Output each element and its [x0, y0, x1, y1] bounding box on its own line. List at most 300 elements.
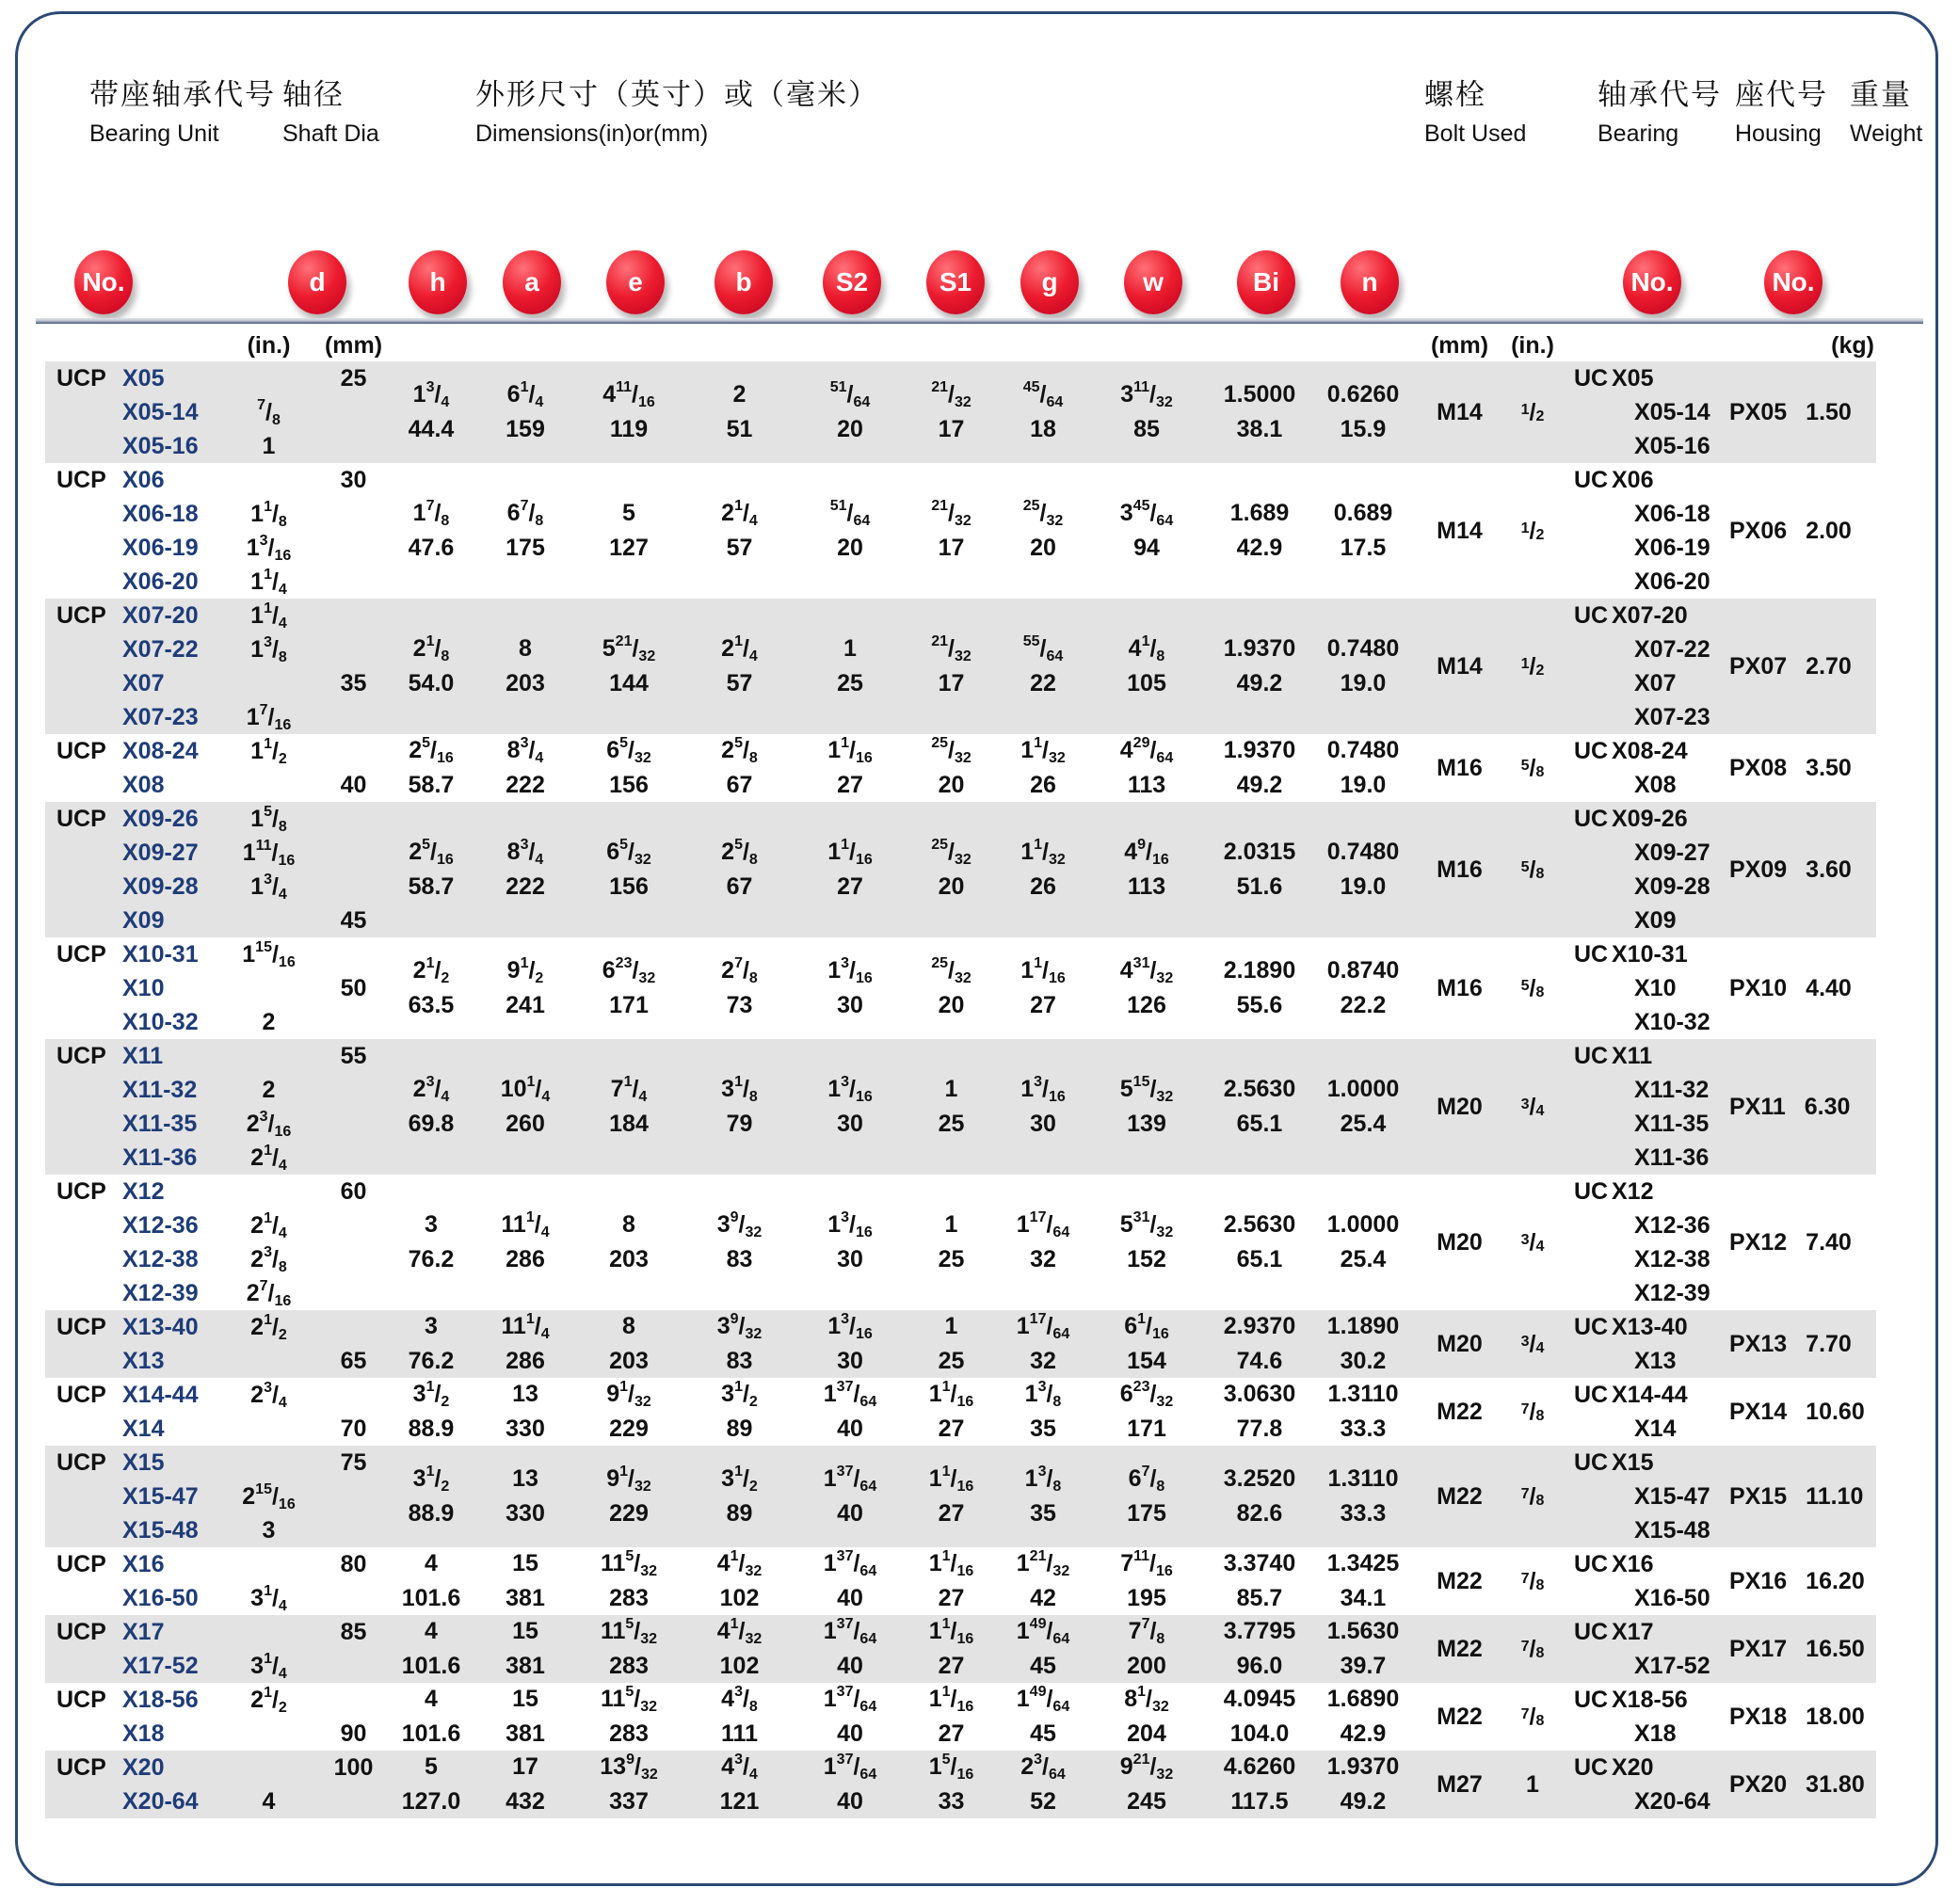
unit-code: X09-28 [122, 873, 199, 900]
dim-Bi [1208, 937, 1311, 1039]
dim-w-mm: 154 [1127, 1348, 1166, 1374]
dim-s1-mm: 33 [938, 1788, 965, 1815]
dim-s2-inch: $1^{37}/_{64}$ [823, 1751, 877, 1783]
shaft-dia-mm: 80 [340, 1551, 367, 1577]
unit-code: X06-18 [122, 501, 199, 527]
col-w [1085, 1039, 1208, 1175]
dim-g-inch: $1^{17}/_{64}$ [1016, 1310, 1070, 1342]
dim-e-inch: $11^5/_{32}$ [600, 1547, 658, 1579]
col-e [577, 937, 681, 1039]
col-bearing [1561, 1310, 1726, 1378]
dim-w-mm: 126 [1127, 992, 1166, 1018]
unit-code: X12-39 [122, 1280, 199, 1306]
bearing-code-row [1561, 1175, 1726, 1208]
shaft-dia-mm [318, 1784, 389, 1818]
dim-s2-mm: 30 [837, 992, 863, 1018]
dim-h-mm: 47.6 [408, 535, 455, 561]
dim-s1 [902, 1547, 1001, 1615]
dim-h [389, 1175, 474, 1310]
dim-e-inch: $6^5/_{32}$ [606, 734, 651, 766]
bolt-size-in: $^7$ / $_8$ [1520, 1398, 1545, 1425]
bearing-code-row [1561, 1073, 1726, 1107]
bearing-row-group [45, 1615, 1876, 1683]
dim-s2 [798, 1751, 902, 1818]
dim-h-mm: 58.7 [408, 873, 455, 900]
col-b [681, 1751, 798, 1818]
shaft-dia-mm: 50 [340, 975, 367, 1001]
housing-and-weight [1726, 802, 1876, 937]
dim-a [474, 1310, 577, 1378]
dim-s2 [798, 463, 902, 599]
unit-code: X10-31 [122, 941, 199, 968]
header-dimensions [475, 71, 879, 148]
dim-e [577, 734, 681, 802]
dim-n [1311, 1039, 1415, 1175]
dim-h-inch: 5 [425, 1753, 438, 1780]
shaft-dia-in: $2^1/_2$ [250, 1311, 287, 1343]
bearing-prefix: UC [1574, 1178, 1609, 1205]
unit-weight: 3.60 [1806, 856, 1852, 883]
dim-b [681, 734, 798, 802]
dim-Bi-mm: 55.6 [1236, 992, 1283, 1018]
shaft-dia-in: $2^{15}/_{16}$ [242, 1480, 296, 1512]
header-weight-en: Weight [1850, 120, 1923, 147]
unit-number-row [45, 1141, 219, 1175]
dim-e-inch: $11^5/_{32}$ [600, 1683, 658, 1715]
dim-b-inch: $2^7/_8$ [721, 954, 758, 986]
unit-number-row [45, 1547, 219, 1581]
col-g [1001, 1175, 1085, 1310]
dim-s2-inch: $1^{37}/_{64}$ [823, 1615, 877, 1647]
col-s1 [902, 1446, 1001, 1547]
unit-number-row [45, 734, 219, 768]
dim-s2-inch: $1^{37}/_{64}$ [823, 1378, 877, 1410]
col-e [577, 1751, 681, 1818]
col-s1 [902, 802, 1001, 937]
bearing-code: X13 [1634, 1348, 1677, 1374]
dim-h-inch: $2^3/_4$ [412, 1073, 450, 1105]
dim-n-inch: 1.0000 [1326, 1211, 1400, 1238]
col-g [1001, 734, 1085, 802]
bearing-code-row [1561, 700, 1726, 734]
shaft-dia-mm [318, 734, 389, 768]
dim-e-inch: $6^{23}/_{32}$ [602, 954, 656, 986]
unit-prefix: UCP [56, 1178, 106, 1205]
col-din [219, 1446, 318, 1547]
dim-Bi [1208, 361, 1311, 463]
col-s1 [902, 1547, 1001, 1615]
unit-prefix: UCP [56, 467, 106, 493]
unit-weight: 6.30 [1804, 1093, 1851, 1120]
unit-prefix: UCP [56, 941, 106, 968]
dim-a-inch: $6^1/_4$ [506, 378, 544, 410]
dim-g-inch: $1^{21}/_{32}$ [1016, 1547, 1070, 1579]
col-a [474, 1039, 577, 1175]
unit-number-row [45, 1039, 219, 1073]
shaft-dia-mm [318, 1073, 389, 1107]
unit-prefix: UCP [56, 365, 106, 392]
column-badge: h [409, 250, 467, 314]
shaft-dia-mm [318, 395, 389, 429]
shaft-dia-in: $2^3/_{16}$ [246, 1108, 292, 1140]
col-dmm [318, 1683, 389, 1751]
shaft-dia-mm: 30 [340, 467, 367, 493]
dim-w [1085, 1547, 1208, 1615]
unit-code: X15-48 [122, 1517, 199, 1544]
dim-a-mm: 241 [506, 992, 545, 1018]
shaft-dia-mm [318, 1683, 389, 1717]
dim-s2-inch: $1^3/_{16}$ [827, 954, 873, 986]
unit-weight: 1.50 [1806, 398, 1852, 425]
bearing-code: X07-22 [1634, 636, 1710, 663]
dim-g [1001, 734, 1085, 802]
col-s1 [902, 1683, 1001, 1751]
bearing-prefix: UC [1574, 467, 1609, 493]
bearing-row-group [45, 802, 1876, 937]
col-n [1311, 1378, 1415, 1446]
dim-h [389, 1683, 474, 1751]
dim-b-inch: $3^1/_2$ [721, 1463, 758, 1495]
dim-w [1085, 1378, 1208, 1446]
dim-b-mm: 57 [726, 670, 753, 696]
bearing-code: X14-44 [1612, 1382, 1688, 1408]
dim-w-mm: 85 [1133, 416, 1160, 442]
shaft-dia-mm [318, 937, 389, 971]
dim-e-inch: $5^{21}/_{32}$ [602, 632, 656, 664]
dim-Bi-inch: 4.6260 [1223, 1753, 1296, 1780]
unit-code: X07 [122, 670, 165, 696]
housing-and-weight [1726, 1310, 1876, 1378]
dim-g-mm: 45 [1030, 1653, 1056, 1679]
unit-code: X07-22 [122, 636, 199, 663]
shaft-dia-mm [318, 870, 389, 904]
dim-s2-mm: 40 [837, 1585, 863, 1611]
dim-s2-mm: 40 [837, 1500, 863, 1527]
dim-w-mm: 175 [1127, 1500, 1166, 1527]
dim-a-mm: 381 [506, 1653, 545, 1679]
bolt-size-mm: M22 [1437, 1398, 1483, 1425]
dim-a [474, 1378, 577, 1446]
dim-b-inch: $2^5/_8$ [721, 734, 758, 766]
col-s1 [902, 1378, 1001, 1446]
unit-code: X13-40 [122, 1314, 199, 1340]
unit-label-cell [577, 329, 681, 361]
shaft-dia-in: $2^3/_8$ [250, 1243, 287, 1275]
bolt-size-in: $^7$ / $_8$ [1520, 1635, 1545, 1662]
bearing-code-row [1561, 1581, 1726, 1615]
dim-s1 [902, 599, 1001, 734]
dim-e [577, 1378, 681, 1446]
dim-w [1085, 1615, 1208, 1683]
col-bearing [1561, 1751, 1726, 1818]
bolt-size-mm: M22 [1437, 1635, 1483, 1662]
unit-weight: 7.40 [1806, 1228, 1852, 1256]
shaft-dia-in: $1^3/_8$ [250, 633, 287, 665]
bearing-row-group [45, 1310, 1876, 1378]
dim-s2 [798, 1039, 902, 1175]
col-boltmm [1415, 1615, 1504, 1683]
col-boltin [1504, 463, 1561, 599]
col-din [219, 1175, 318, 1310]
bearing-code: X05-16 [1634, 433, 1710, 459]
dim-g [1001, 1751, 1085, 1818]
dim-w [1085, 1310, 1208, 1378]
dim-e-inch: $7^1/_4$ [610, 1073, 648, 1105]
unit-code: X11-36 [122, 1144, 198, 1171]
col-b [681, 1547, 798, 1615]
shaft-dia-mm: 35 [340, 670, 367, 696]
shaft-dia-mm: 55 [340, 1043, 367, 1069]
col-n [1311, 802, 1415, 937]
unit-code: X12 [122, 1178, 165, 1205]
dim-e [577, 1683, 681, 1751]
unit-number-row [45, 1649, 219, 1683]
dim-b-inch: $4^3/_8$ [721, 1683, 758, 1715]
unit-code: X06 [122, 467, 165, 493]
dim-b [681, 1039, 798, 1175]
unit-number-row [45, 1480, 219, 1513]
dim-w [1085, 361, 1208, 463]
dim-b-mm: 102 [719, 1585, 760, 1611]
dim-s1-mm: 27 [938, 1720, 965, 1747]
unit-code: X05-14 [122, 399, 199, 425]
dim-h-mm: 88.9 [408, 1416, 455, 1442]
dim-s1 [902, 937, 1001, 1039]
dim-e [577, 1175, 681, 1310]
unit-number-row [45, 870, 219, 904]
bearing-code: X09 [1634, 907, 1677, 934]
shaft-dia-in: 2 [262, 1009, 276, 1035]
dim-h-mm: 69.8 [408, 1111, 455, 1137]
shaft-dia-mm [318, 565, 389, 599]
col-e [577, 1310, 681, 1378]
dim-b [681, 1378, 798, 1446]
col-h [389, 1175, 474, 1310]
unit-number-row [45, 1242, 219, 1276]
dim-s1 [902, 1683, 1001, 1751]
dim-Bi [1208, 1615, 1311, 1683]
col-bi [1208, 1683, 1311, 1751]
header-housing-en: Housing [1735, 120, 1822, 147]
dim-b [681, 1310, 798, 1378]
bearing-code-row [1561, 1717, 1726, 1751]
col-w [1085, 734, 1208, 802]
col-din [219, 1378, 318, 1446]
dim-a [474, 1683, 577, 1751]
dim-n [1311, 802, 1415, 937]
col-boltmm [1415, 1378, 1504, 1446]
unit-label-cell [902, 329, 1001, 361]
dim-e-mm: 203 [609, 1348, 649, 1374]
bearing-code-row [1561, 1446, 1726, 1480]
unit-number-row [45, 1751, 219, 1784]
bolt-size-mm: M14 [1437, 517, 1483, 544]
dim-n-inch: 0.7480 [1326, 839, 1400, 865]
bearing-code-row [1561, 395, 1726, 429]
col-dmm [318, 1310, 389, 1378]
col-s1 [902, 1175, 1001, 1310]
dim-b-mm: 73 [726, 992, 753, 1018]
unit-number-row [45, 1276, 219, 1310]
col-s2 [798, 361, 902, 463]
bolt-size-in: $^1$ / $_2$ [1520, 398, 1545, 425]
shaft-dia-in [219, 1547, 318, 1581]
dim-s2-inch: 1 [843, 635, 857, 662]
dim-g [1001, 361, 1085, 463]
col-housing [1726, 1683, 1876, 1751]
unit-code: X07-23 [122, 704, 199, 730]
dim-h-inch: $1^3/_4$ [412, 378, 450, 410]
unit-code: X09-26 [122, 806, 199, 832]
dim-s2 [798, 1683, 902, 1751]
dim-e [577, 1446, 681, 1547]
shaft-dia-in: $2^3/_4$ [250, 1379, 287, 1411]
unit-label-cell: (kg) [1831, 332, 1874, 359]
dim-w-inch: $4^{31}/_{32}$ [1119, 954, 1174, 986]
col-b [681, 937, 798, 1039]
bolt-size-in: $^1$ / $_2$ [1520, 652, 1545, 680]
dim-s2-inch: $1^3/_{16}$ [827, 1073, 873, 1105]
dim-a [474, 1615, 577, 1683]
col-n [1311, 463, 1415, 599]
col-b [681, 1039, 798, 1175]
col-e [577, 1615, 681, 1683]
housing-and-weight [1726, 734, 1876, 802]
dim-b-mm: 79 [726, 1111, 753, 1137]
unit-code: X10 [122, 975, 165, 1001]
unit-label-cell [1208, 329, 1311, 361]
dim-w-mm: 195 [1127, 1585, 1166, 1611]
bearing-code: X10-31 [1612, 941, 1688, 968]
dim-s2-inch: $1^3/_{16}$ [827, 1208, 873, 1240]
col-bearing [1561, 1615, 1726, 1683]
col-no [45, 734, 219, 802]
col-g [1001, 1547, 1085, 1615]
dim-b-inch: $4^1/_{32}$ [716, 1547, 763, 1579]
dim-n-mm: 33.3 [1340, 1500, 1387, 1527]
col-no [45, 1751, 219, 1818]
dim-h-mm: 127.0 [401, 1788, 461, 1815]
col-b [681, 463, 798, 599]
col-s1 [902, 734, 1001, 802]
dim-n-inch: 1.0000 [1326, 1076, 1400, 1102]
col-din [219, 1039, 318, 1175]
col-boltmm [1415, 734, 1504, 802]
col-boltmm [1415, 599, 1504, 734]
unit-label-cell [1001, 329, 1085, 361]
dim-g-inch: $1^1/_{16}$ [1020, 954, 1066, 986]
col-a [474, 1446, 577, 1547]
unit-code: X18-56 [122, 1687, 199, 1713]
col-a [474, 1683, 577, 1751]
dim-Bi-inch: 1.5000 [1223, 381, 1296, 408]
shaft-dia-mm [318, 1276, 389, 1310]
unit-number-row [45, 836, 219, 870]
dim-s1-mm: 20 [938, 772, 965, 798]
column-badge: No. [1764, 250, 1823, 314]
shaft-dia-in: $2^1/_4$ [250, 1142, 287, 1174]
bearing-code-row [1561, 1310, 1726, 1344]
col-n [1311, 1547, 1415, 1615]
shaft-dia-in: $2^7/_{16}$ [246, 1277, 292, 1309]
dim-e [577, 1310, 681, 1378]
unit-code: X05 [122, 365, 165, 392]
dim-g-inch: $2^3/_{64}$ [1020, 1751, 1066, 1783]
dim-w [1085, 1039, 1208, 1175]
unit-label-cell [681, 329, 798, 361]
dim-n [1311, 463, 1415, 599]
col-bi [1208, 734, 1311, 802]
unit-prefix: UCP [56, 1754, 106, 1781]
unit-prefix: UCP [56, 806, 106, 832]
dim-n-mm: 19.0 [1340, 772, 1387, 798]
bearing-code-row [1561, 463, 1726, 497]
dim-w-mm: 245 [1127, 1788, 1166, 1815]
col-boltmm [1415, 1039, 1504, 1175]
unit-code: X11-35 [122, 1111, 198, 1137]
dim-n-inch: 1.5630 [1326, 1618, 1400, 1644]
shaft-dia-mm: 40 [340, 772, 367, 798]
col-no [45, 1175, 219, 1310]
dim-s1 [902, 1039, 1001, 1175]
shaft-dia-in [219, 1039, 318, 1073]
bolt-size-mm: M22 [1437, 1482, 1483, 1510]
dim-w-mm: 113 [1127, 772, 1166, 798]
dim-w [1085, 1175, 1208, 1310]
dim-a-mm: 330 [506, 1500, 545, 1527]
dim-w-mm: 204 [1127, 1720, 1166, 1747]
shaft-dia-mm [318, 1480, 389, 1513]
col-dmm [318, 361, 389, 463]
dim-w-inch: $4^9/_{16}$ [1124, 836, 1169, 868]
dim-b-mm: 121 [719, 1788, 760, 1815]
dim-h [389, 599, 474, 734]
col-housing [1726, 463, 1876, 599]
unit-number-row [45, 700, 219, 734]
dim-e [577, 1751, 681, 1818]
header-housing-zh: 座代号 [1735, 78, 1828, 111]
dim-Bi-inch: 1.9370 [1223, 635, 1296, 662]
shaft-dia-in [219, 666, 318, 700]
dim-s1-mm: 27 [938, 1500, 965, 1527]
unit-number-row [45, 1107, 219, 1141]
col-b [681, 599, 798, 734]
dim-s1-mm: 25 [938, 1348, 965, 1374]
dim-a-inch: 8 [519, 635, 532, 662]
unit-number-row [45, 666, 219, 700]
dim-s1-mm: 20 [938, 873, 965, 900]
dim-b-mm: 83 [726, 1246, 753, 1272]
header-weight [1850, 71, 1922, 148]
column-badge: a [503, 250, 561, 314]
dim-h-mm: 58.7 [408, 772, 455, 798]
col-s1 [902, 1310, 1001, 1378]
col-dmm [318, 1039, 389, 1175]
dim-e-inch: 8 [622, 1313, 635, 1339]
dim-n-inch: 0.7480 [1326, 737, 1400, 763]
unit-number-row [45, 497, 219, 531]
dim-w-inch: $7^{11}/_{16}$ [1120, 1547, 1173, 1579]
bolt-size-in: $^3$ / $_4$ [1520, 1228, 1545, 1256]
col-a [474, 463, 577, 599]
dim-a-inch: 15 [512, 1686, 538, 1712]
dim-e-inch: $9^1/_{32}$ [606, 1378, 651, 1410]
dim-e-mm: 156 [609, 873, 649, 900]
dim-h-mm: 88.9 [408, 1500, 455, 1527]
col-no [45, 1378, 219, 1446]
unit-code: X11-32 [122, 1077, 198, 1103]
dim-s1 [902, 1615, 1001, 1683]
